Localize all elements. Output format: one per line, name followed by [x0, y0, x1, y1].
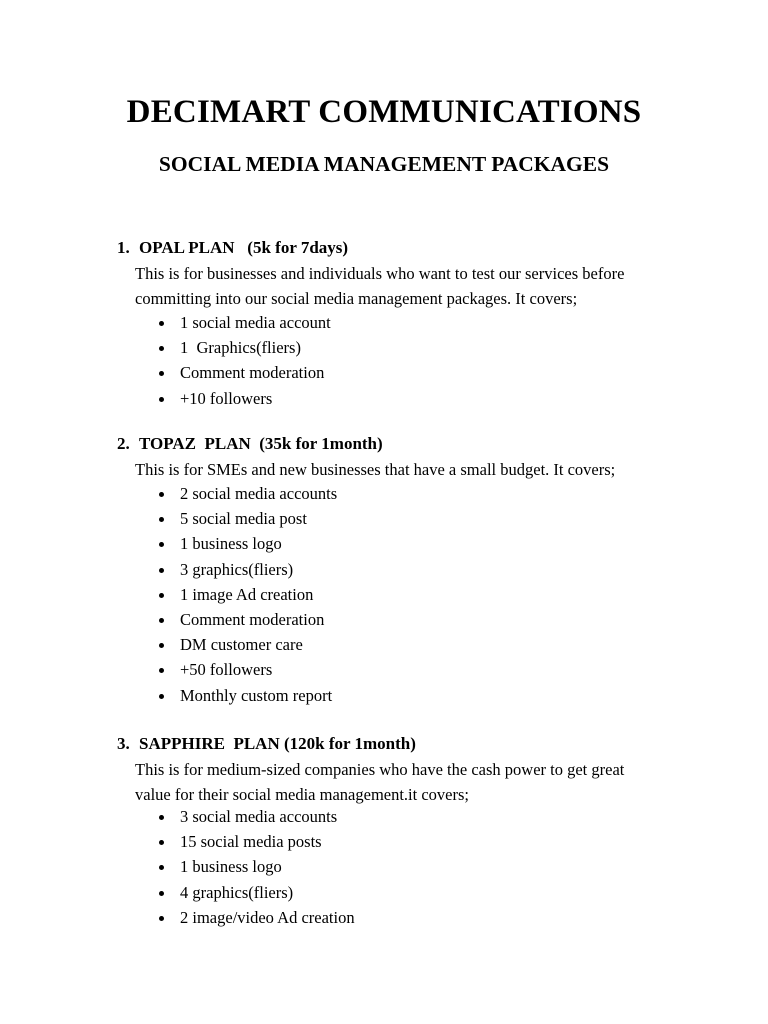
- list-item-text: 15 social media posts: [180, 832, 322, 852]
- bullet-icon: [159, 492, 164, 497]
- list-item-text: 2 social media accounts: [180, 484, 338, 503]
- plan-number: 1.: [117, 238, 130, 257]
- list-item-text: 3 social media accounts: [180, 807, 338, 826]
- list-item: [135, 905, 355, 930]
- bullet-icon: [159, 694, 164, 699]
- plan-title: TOPAZ PLAN (35k for 1month): [139, 434, 383, 453]
- list-item-text: 3 graphics(fliers): [180, 559, 294, 579]
- plan-feature-list: [135, 804, 355, 930]
- list-item: [135, 481, 337, 506]
- bullet-icon: [159, 643, 164, 648]
- plan-number: 2.: [117, 434, 130, 453]
- list-item-text: 5 social media post: [180, 509, 307, 529]
- bullet-icon: [159, 891, 164, 896]
- list-item: [135, 607, 337, 632]
- list-item: [135, 854, 355, 879]
- bullet-icon: [159, 346, 164, 351]
- bullet-icon: [159, 815, 164, 820]
- list-item: [135, 310, 331, 335]
- list-item: [135, 683, 337, 708]
- list-item: [135, 557, 337, 582]
- bullet-icon: [159, 371, 164, 376]
- list-item: [135, 804, 355, 829]
- list-item-text: 1 image Ad creation: [180, 584, 314, 604]
- bullet-icon: [159, 840, 164, 845]
- plan-feature-list: [135, 481, 337, 708]
- list-item: [135, 386, 331, 411]
- document-subtitle: SOCIAL MEDIA MANAGEMENT PACKAGES: [158, 152, 610, 176]
- plan-title: OPAL PLAN (5k for 7days): [139, 238, 349, 257]
- bullet-icon: [159, 517, 164, 522]
- list-item: [135, 829, 355, 854]
- plan-heading: [117, 432, 383, 456]
- plan-feature-list: [135, 310, 331, 411]
- bullet-icon: [159, 916, 164, 921]
- list-item: [135, 506, 337, 531]
- list-item-text: 1 business logo: [180, 857, 282, 877]
- list-item-text: Comment moderation: [180, 363, 325, 383]
- bullet-icon: [159, 865, 164, 870]
- list-item: [135, 632, 337, 657]
- bullet-icon: [159, 397, 164, 402]
- list-item-text: Comment moderation: [180, 609, 325, 629]
- list-item-text: DM customer care: [180, 635, 303, 655]
- list-item: [135, 657, 337, 682]
- list-item: [135, 531, 337, 556]
- list-item: [135, 582, 337, 607]
- list-item-text: 1 Graphics(fliers): [180, 338, 301, 358]
- bullet-icon: [159, 668, 164, 673]
- bullet-icon: [159, 321, 164, 326]
- plan-heading: [117, 732, 416, 756]
- list-item: [135, 335, 331, 360]
- plan-heading: [117, 236, 348, 260]
- list-item-text: 4 graphics(fliers): [180, 882, 294, 902]
- list-item: [135, 360, 331, 385]
- bullet-icon: [159, 618, 164, 623]
- list-item-text: Monthly custom report: [180, 685, 333, 705]
- list-item-text: 1 business logo: [180, 534, 282, 554]
- list-item: [135, 880, 355, 905]
- list-item-text: 2 image/video Ad creation: [180, 907, 355, 927]
- list-item-text: +50 followers: [180, 660, 273, 680]
- plan-number: 3.: [117, 734, 130, 753]
- bullet-icon: [159, 542, 164, 547]
- plan-description: This is for SMEs and new businesses that have a small budget. It covers;: [135, 460, 616, 479]
- plan-description: This is for medium-sized companies who have the cash power to get great value for their social media management.it covers;: [135, 760, 625, 804]
- bullet-icon: [159, 593, 164, 598]
- plan-description: This is for businesses and individuals who want to test our services before committing into our social media management packages. It covers;: [135, 264, 625, 308]
- bullet-icon: [159, 568, 164, 573]
- list-item-text: +10 followers: [180, 388, 273, 408]
- list-item-text: 1 social media account: [180, 313, 331, 332]
- plan-title: SAPPHIRE PLAN (120k for 1month): [139, 734, 416, 753]
- document-title: DECIMART COMMUNICATIONS: [126, 94, 642, 130]
